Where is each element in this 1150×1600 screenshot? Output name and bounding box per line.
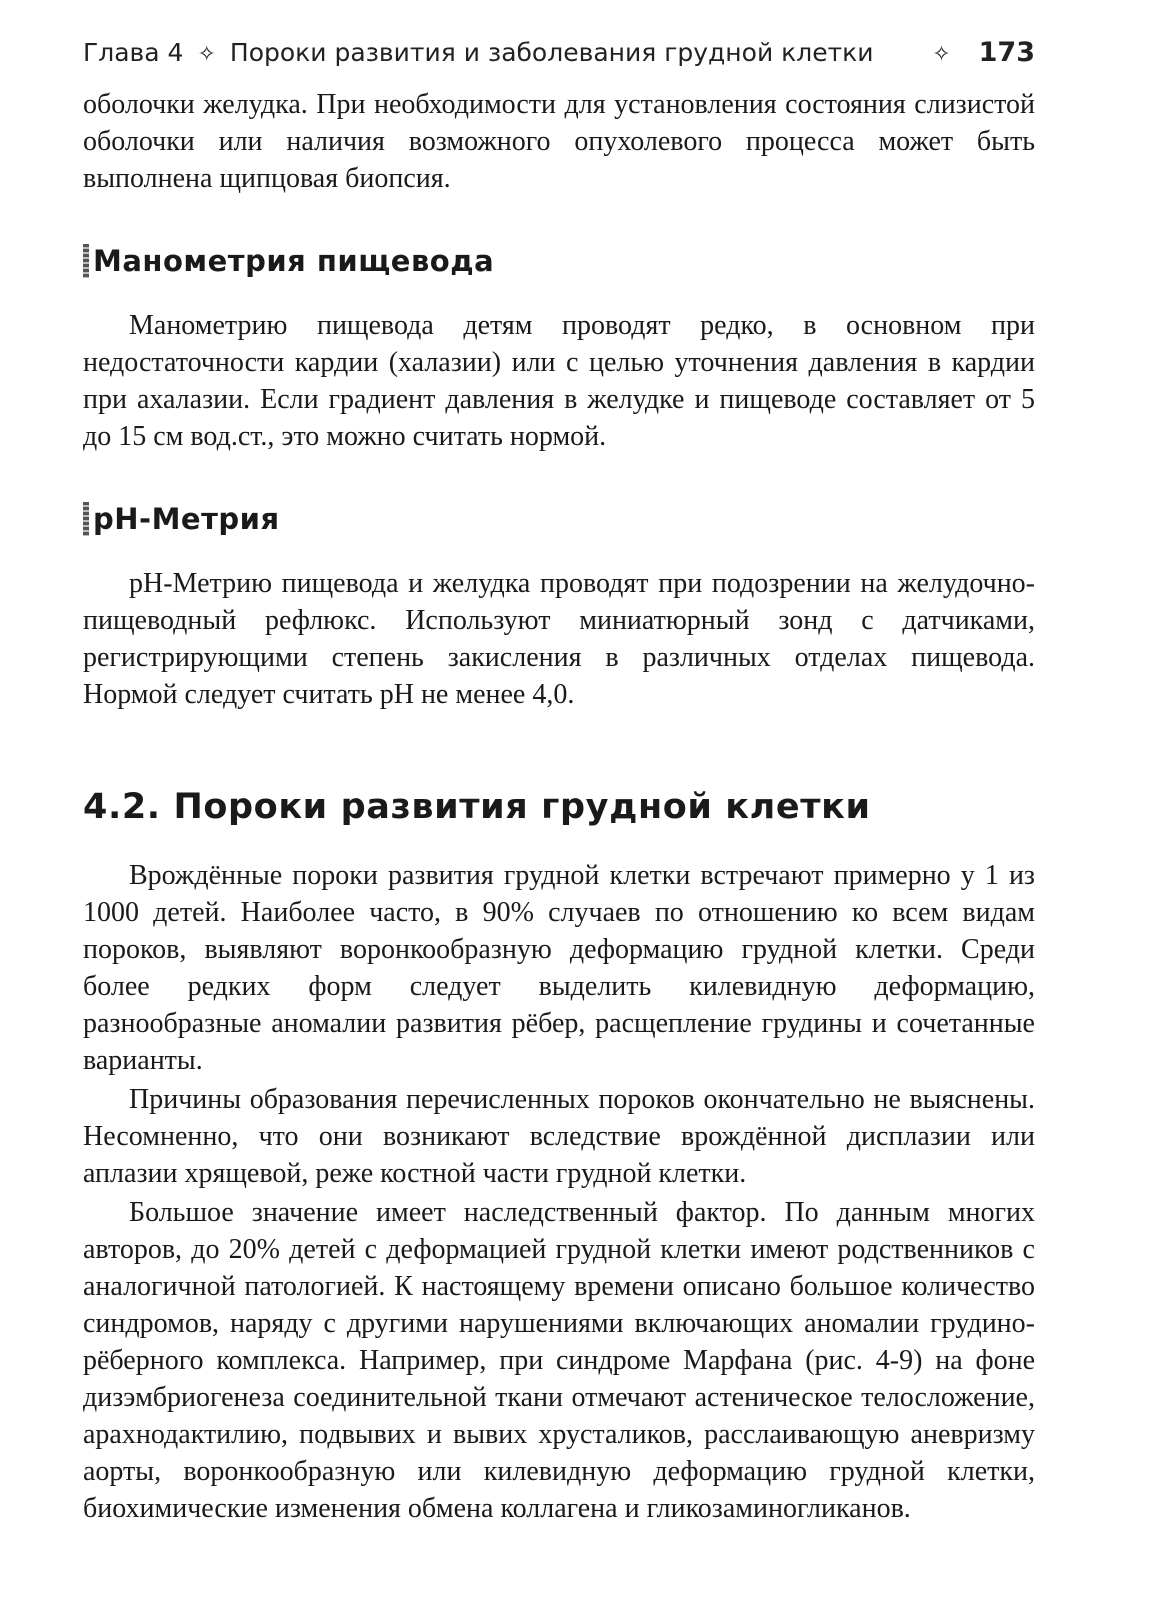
chapter-label: Глава 4 [83, 38, 184, 67]
phmetry-heading-text: pH-Метрия [93, 502, 280, 536]
running-header [83, 30, 1035, 76]
page-number: 173 [978, 37, 1035, 68]
phmetry-heading [83, 499, 1035, 539]
manometry-paragraph: Манометрию пищевода детям проводят редко, в основном при недостаточности кардии (халазии) или с целью уточнения давления в кардии при ахалазии. Если градиент давления в желудке и пищеводе составляет от 5 до 15 см вод.ст., это можно считать нормой. [83, 310, 1035, 452]
heading-marker-icon [83, 244, 89, 278]
manometry-heading-text: Манометрия пищевода [93, 244, 495, 278]
section-paragraph-1: Врождённые пороки развития грудной клетки встречают примерно у 1 из 1000 детей. Наиболее часто, в 90% случаев по отношению ко всем видам пороков, выявляют воронкообразную деформацию грудной клетки. Среди более редких форм следует выделить килевидную деформацию, разнообразные аномалии развития рёбер, расщепление грудины и сочетанные варианты. [83, 860, 1035, 1076]
intro-paragraph: оболочки желудка. При необходимости для установления состояния слизистой оболочки или наличия возможного опухолевого процесса может быть выполнена щипцовая биопсия. [83, 89, 1035, 194]
section-paragraph-2: Причины образования перечисленных пороков окончательно не выяснены. Несомненно, что они возникают вследствие врождённой дисплазии или аплазии хрящевой, реже костной части грудной клетки. [83, 1084, 1035, 1189]
phmetry-paragraph: pH-Метрию пищевода и желудка проводят при подозрении на желудочно-пищеводный рефлюкс. Используют миниатюрный зонд с датчиками, регистрирующими степень закисления в различных отделах пищевода. Нормой следует считать pH не менее 4,0. [83, 568, 1035, 710]
section-paragraph-3: Большое значение имеет наследственный фактор. По данным многих авторов, до 20% детей с деформацией грудной клетки имеют родственников с аналогичной патологией. К настоящему времени описано большое количество синдромов, наряду с другими нарушениями включающих аномалии грудино-рёберного комплекса. Например, при синдроме Марфана (рис. 4-9) на фоне дизэмбриогенеза соединительной ткани отмечают астеническое телосложение, арахнодактилию, подвывих и вывих хрусталиков, расслаивающую аневризму аорты, воронкообразную или килевидную деформацию грудной клетки, биохимические изменения обмена коллагена и гликозаминогликанов. [83, 1197, 1035, 1524]
diamond-separator-icon: ✧ [197, 42, 216, 67]
heading-marker-icon [83, 502, 89, 536]
manometry-heading [83, 241, 1035, 281]
section-heading: 4.2. Пороки развития грудной клетки [83, 787, 871, 827]
diamond-separator-icon: ✧ [932, 42, 951, 67]
chapter-title: Пороки развития и заболевания грудной клетки [229, 38, 874, 67]
page [83, 30, 1035, 1527]
